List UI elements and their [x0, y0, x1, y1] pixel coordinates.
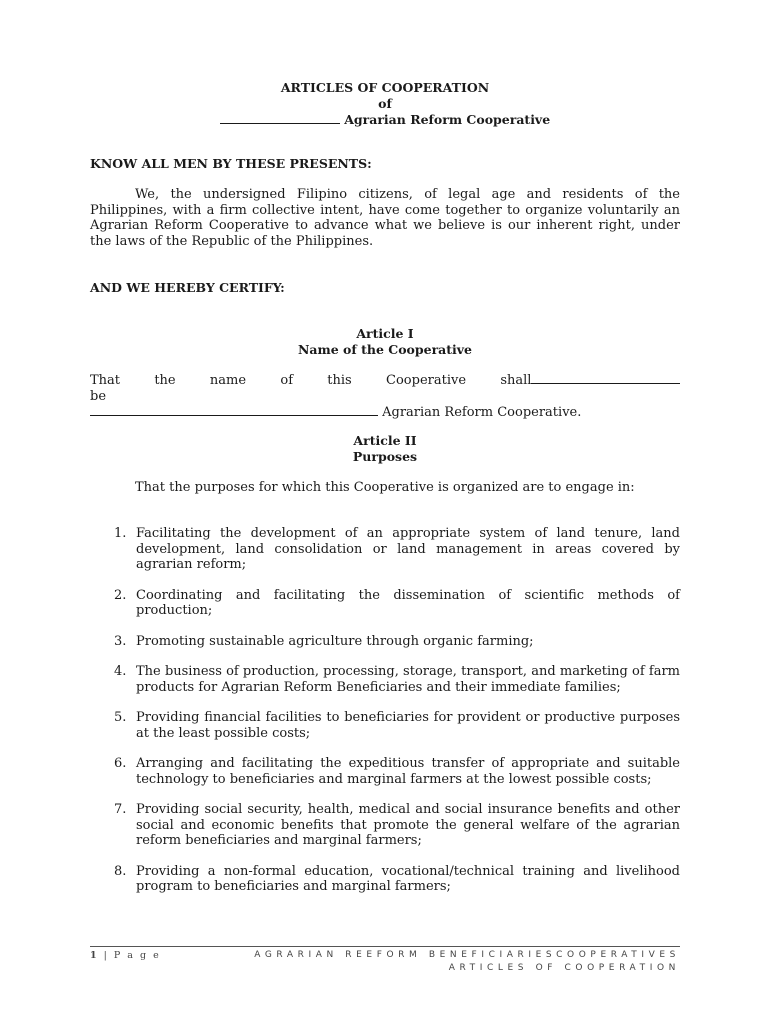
purposes-list — [90, 526, 680, 895]
article-1-text-prefix: That the name of this Cooperative shall be — [90, 373, 532, 404]
page-number: 1 | P a g e — [90, 950, 161, 961]
article-1-heading — [90, 326, 680, 358]
article-2-title: Purposes — [352, 449, 418, 464]
title-line-1: ARTICLES OF COOPERATION — [280, 80, 490, 95]
article-2-heading — [90, 433, 680, 465]
title-line-3-suffix: Agrarian Reform Cooperative — [339, 112, 551, 127]
article-1-line-1 — [90, 372, 680, 404]
list-item: 4. The business of production, processing, storage, transport, and marketing of farm products for Agrarian Reform Beneficiaries and their immediate families; — [114, 664, 680, 695]
article-1-text-suffix: Agrarian Reform Cooperative. — [378, 405, 582, 420]
article-2-number: Article II — [353, 433, 417, 448]
certify-heading: AND WE HEREBY CERTIFY: — [90, 280, 285, 295]
footer-rule — [90, 946, 680, 947]
page-footer — [90, 949, 680, 975]
title-line-3 — [90, 112, 680, 128]
article-1-title: Name of the Cooperative — [297, 342, 473, 357]
article-2-intro: That the purposes for which this Cooperative is organized are to engage in: — [135, 480, 635, 495]
footer-line-1: AGRARIAN REEFORM BENEFICIARIESCOOPERATIVES — [254, 950, 680, 960]
list-item: 2. Coordinating and facilitating the dissemination of scientific methods of production; — [114, 587, 680, 618]
name-blank-2 — [90, 404, 378, 416]
article-1-line-2 — [90, 404, 680, 421]
list-item: 5. Providing financial facilities to beneficiaries for provident or productive purposes at the least possible costs; — [114, 710, 680, 741]
list-item: 8. Providing a non-formal education, vocational/technical training and livelihood program to beneficiaries and marginal farmers; — [114, 863, 680, 894]
title-line-2: of — [378, 96, 392, 111]
footer-line-2: ARTICLES OF COOPERATION — [448, 963, 680, 973]
cooperative-name-blank — [220, 112, 340, 124]
list-item: 3. Promoting sustainable agriculture through organic farming; — [114, 633, 534, 649]
article-1-number: Article I — [356, 326, 414, 341]
know-all-heading: KNOW ALL MEN BY THESE PRESENTS: — [90, 156, 372, 171]
list-item: 7. Providing social security, health, medical and social insurance benefits and other social and economic benefits that promote the general welfare of the agrarian reform beneficiaries and marginal farmers; — [114, 802, 680, 848]
intro-paragraph: We, the undersigned Filipino citizens, of legal age and residents of the Philippines, with a firm collective intent, have come together to organize voluntarily an Agrarian Reform Cooperative to advance what we believe is our inherent right, under the laws of the Republic of the Philippines. — [90, 187, 680, 249]
list-item: 1. Facilitating the development of an appropriate system of land tenure, land development, land consolidation or land management in areas covered by agrarian reform; — [114, 526, 680, 572]
document-title — [90, 80, 680, 128]
name-blank-1 — [531, 372, 680, 384]
article-1-text — [90, 372, 680, 421]
list-item: 6. Arranging and facilitating the expeditious transfer of appropriate and suitable technology to beneficiaries and marginal farmers at the lowest possible costs; — [114, 756, 680, 787]
